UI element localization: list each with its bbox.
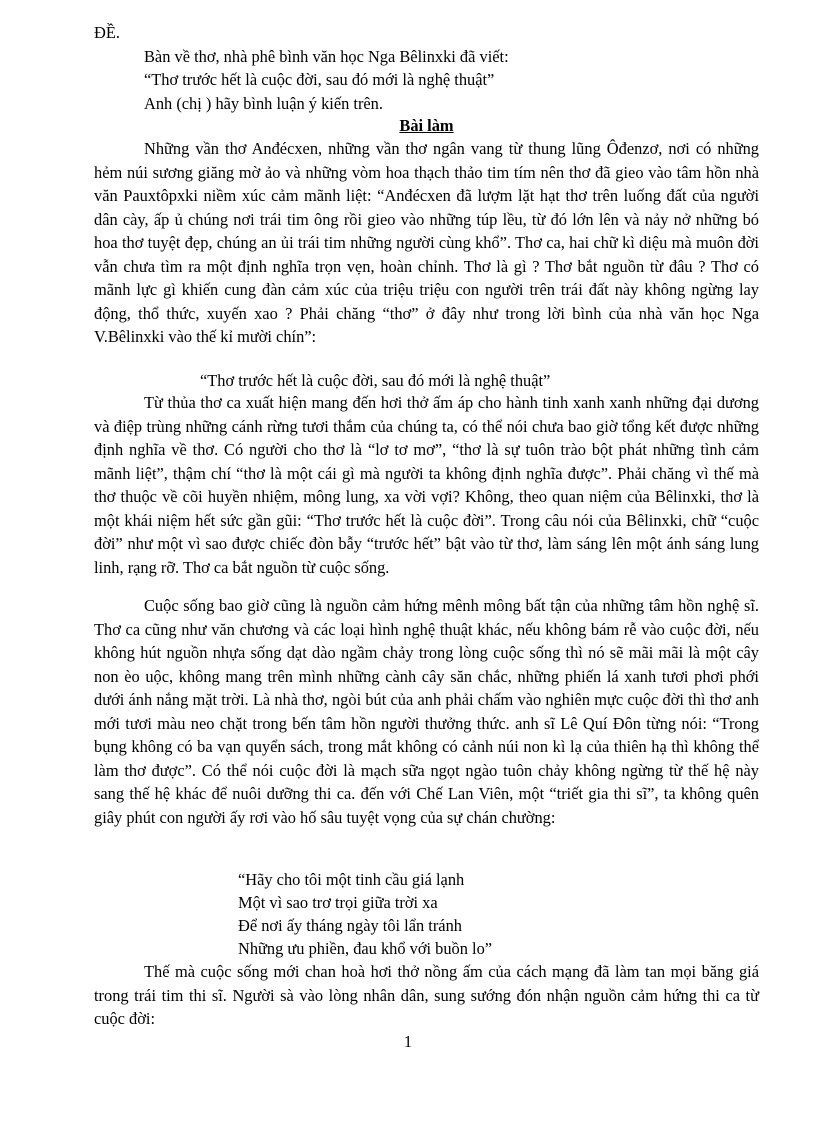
prompt-line-3: Anh (chị ) hãy bình luận ý kiến trên. <box>144 94 383 113</box>
paragraph-new-life: Thế mà cuộc sống mới chan hoà hơi thở nồng ấm của cách mạng đã làm tan mọi băng giá trong trái tim thi sĩ. Người sà vào lòng nhân dân, sung sướng đón nhận nguồn cảm hứng thi ca từ cuộc đời: <box>94 962 759 1028</box>
header-fragment: ĐỀ. <box>94 23 120 42</box>
essay-heading: Bài làm <box>399 116 454 135</box>
paragraph-life-source: Cuộc sống bao giờ cũng là nguồn cảm hứng mênh mông bất tận của những tâm hồn nghệ sĩ. Thơ ca cũng như văn chương và các loại hình nghệ thuật khác, nếu không bám rễ vào cuộc đời, nếu không hút nguồn nhựa sống dạt dào ngầm chảy trong lòng cuộc sống thì nó sẽ mãi mãi là một cây non èo uộc, không mang trên mình những cành cây săn chắc, những phiến lá xanh tươi phơi phới dưới ánh nắng mặt trời. Là nhà thơ, ngòi bút của anh phải chấm vào nghiên mực cuộc đời thì thơ anh mới tươi màu neo chặt trong bến tâm hồn người thưởng thức. anh sĩ Lê Quí Đôn từng nói: “Trong bụng không có ba vạn quyển sách, trong mắt không có cảnh núi non kì lạ của thiên hạ thì không thể làm thơ được”. Có thể nói cuộc đời là mạch sữa ngọt ngào tuôn chảy không ngừng từ thế hệ này sang thế hệ khác để nuôi dưỡng thi ca. đến với Chế Lan Viên, một “triết gia thi sĩ”, ta không quên giây phút con người ấy rơi vào hố sâu tuyệt vọng của sự chán chường: <box>94 596 759 827</box>
prompt-line-1: Bàn về thơ, nhà phê bình văn học Nga Bêlinxki đã viết: <box>144 47 509 66</box>
quote-line: “Thơ trước hết là cuộc đời, sau đó mới là nghệ thuật” <box>200 371 551 390</box>
poem-line-4: Những ưu phiền, đau khổ với buồn lo” <box>238 939 493 958</box>
poem-line-2: Một vì sao trơ trọi giữa trời xa <box>238 893 438 912</box>
paragraph-definition: Từ thủa thơ ca xuất hiện mang đến hơi thở ấm áp cho hành tinh xanh xanh những đại dương và điệp trùng những cánh rừng tươi thắm của chúng ta, có thể nói chưa bao giờ tổng kết được những định nghĩa về thơ. Có người cho thơ là “lơ tơ mơ”, “thơ là sự tuôn trào bột phát những tình cảm mãnh liệt”, thậm chí “thơ là một cái gì mà người ta không định nghĩa được”. Phải chăng vì thế mà thơ thuộc về cõi huyền nhiệm, mông lung, xa vời vợi? Không, theo quan niệm của Bêlinxki, thơ là một khái niệm hết sức gần gũi: “Thơ trước hết là cuộc đời”. Trong câu nói của Bêlinxki, chữ “cuộc đời” như một vì sao được chiếc đòn bẫy “trước hết” bật vào từ thơ, làm sáng lên một ánh sáng lung linh, rạng rỡ. Thơ ca bắt nguồn từ cuộc sống. <box>94 393 759 577</box>
poem-line-1: “Hãy cho tôi một tinh cầu giá lạnh <box>238 870 465 889</box>
page-number: 1 <box>403 1032 413 1051</box>
paragraph-intro: Những vần thơ Anđécxen, những vần thơ ngân vang từ thung lũng Ôđenzơ, nơi có những hẻm núi sương giăng mờ ảo và những vòm hoa thạch thảo tim tím nên thơ đã gieo vào tâm hồn nhà văn Pauxtôpxki niềm xúc cảm mãnh liệt: “Anđécxen đã lượm lặt hạt thơ trên luống đất của người dân cày, ấp ủ chúng nơi trái tim ông rồi gieo vào những túp lều, từ đó lớn lên và nảy nở những bó hoa thơ tuyệt đẹp, chúng an ủi trái tim những người cùng khổ”. Thơ ca, hai chữ kì diệu mà muôn đời vẫn chưa tìm ra một định nghĩa trọn vẹn, hoàn chỉnh. Thơ là gì ? Thơ bắt nguồn từ đâu ? Thơ có mãnh lực gì khiến cung đàn cảm xúc của triệu triệu con người trên trái đất này không ngừng lay động, thổ thức, xuyến xao ? Phải chăng “thơ” ở đây như trong lời bình của nhà văn học Nga V.Bêlinxki vào thế kỉ mười chín”: <box>94 139 759 346</box>
prompt-line-2: “Thơ trước hết là cuộc đời, sau đó mới là nghệ thuật” <box>144 70 495 89</box>
poem-line-3: Để nơi ấy tháng ngày tôi lẩn tránh <box>238 916 462 935</box>
